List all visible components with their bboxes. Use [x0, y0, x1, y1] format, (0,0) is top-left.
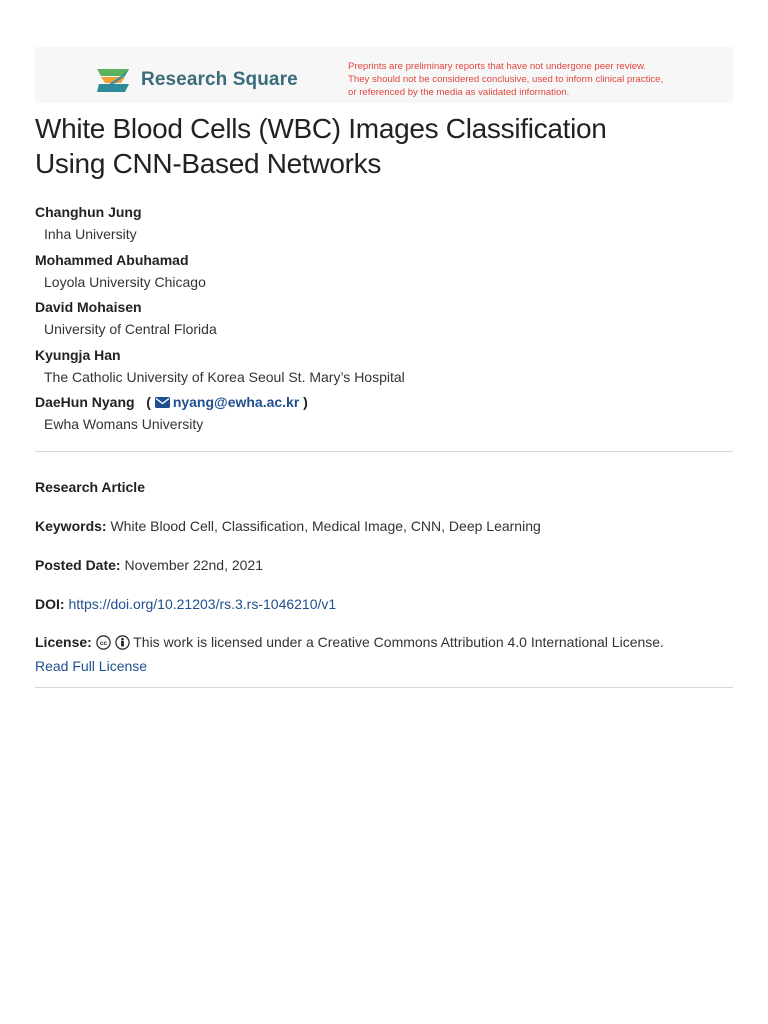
- keywords-row: [35, 517, 735, 535]
- email-group: ( nyang@ewha.ac.kr ): [138, 394, 308, 410]
- keywords-label: Keywords:: [35, 518, 107, 534]
- author-name: Changhun Jung: [35, 204, 142, 220]
- preprint-disclaimer: [348, 60, 728, 99]
- author-email-link[interactable]: [155, 394, 299, 410]
- logo-text: Research Square: [141, 69, 298, 90]
- license-link-row: [35, 657, 735, 675]
- paper-title: [35, 111, 735, 181]
- author-email: nyang@ewha.ac.kr: [172, 394, 300, 410]
- doi-row: [35, 595, 735, 613]
- author-list: [35, 203, 735, 441]
- license-text: This work is licensed under a Creative Commons Attribution 4.0 International License.: [133, 634, 664, 650]
- research-square-logo-icon: [95, 65, 133, 95]
- disclaimer-line: or referenced by the media as validated information.: [348, 87, 570, 98]
- author-name: DaeHun Nyang: [35, 394, 135, 410]
- author-name: Kyungja Han: [35, 346, 121, 363]
- section-divider: [35, 687, 733, 688]
- posted-date-value: November 22nd, 2021: [124, 557, 264, 573]
- author-affiliation: University of Central Florida: [44, 321, 217, 337]
- title-line: Using CNN-Based Networks: [35, 148, 382, 179]
- cc-icon: [96, 635, 111, 650]
- author-entry: [35, 393, 735, 441]
- research-square-logo[interactable]: [95, 65, 298, 95]
- license-label: License:: [35, 634, 92, 650]
- doi-link[interactable]: https://doi.org/10.21203/rs.3.rs-1046210/v1: [68, 596, 337, 612]
- disclaimer-line: Preprints are preliminary reports that have not undergone peer review.: [348, 61, 647, 72]
- title-line: White Blood Cells (WBC) Images Classification: [35, 113, 607, 144]
- author-entry: [35, 346, 735, 394]
- author-affiliation: Loyola University Chicago: [44, 273, 206, 290]
- author-affiliation: Ewha Womans University: [44, 416, 204, 432]
- license-row: [35, 633, 735, 651]
- author-name: Mohammed Abuhamad: [35, 251, 189, 268]
- posted-date-row: [35, 556, 735, 574]
- author-entry: [35, 203, 735, 251]
- author-affiliation: The Catholic University of Korea Seoul St. Mary’s Hospital: [44, 368, 405, 385]
- article-type: [35, 478, 735, 496]
- author-name-with-email: [35, 393, 735, 411]
- read-full-license-link[interactable]: Read Full License: [35, 658, 148, 674]
- keywords-value: White Blood Cell, Classification, Medical Image, CNN, Deep Learning: [110, 518, 541, 534]
- doi-label: DOI:: [35, 596, 65, 612]
- author-affiliation: Inha University: [44, 226, 137, 242]
- section-divider: [35, 451, 733, 452]
- author-entry: [35, 298, 735, 346]
- envelope-icon: [155, 397, 170, 408]
- author-entry: [35, 251, 735, 299]
- header-banner: [35, 47, 733, 103]
- article-type-label: Research Article: [35, 479, 145, 495]
- by-icon: [115, 635, 130, 650]
- author-name: David Mohaisen: [35, 299, 142, 315]
- posted-date-label: Posted Date:: [35, 557, 121, 573]
- disclaimer-line: They should not be considered conclusive, used to inform clinical practice,: [348, 74, 664, 85]
- svg-text:cc: cc: [99, 640, 107, 648]
